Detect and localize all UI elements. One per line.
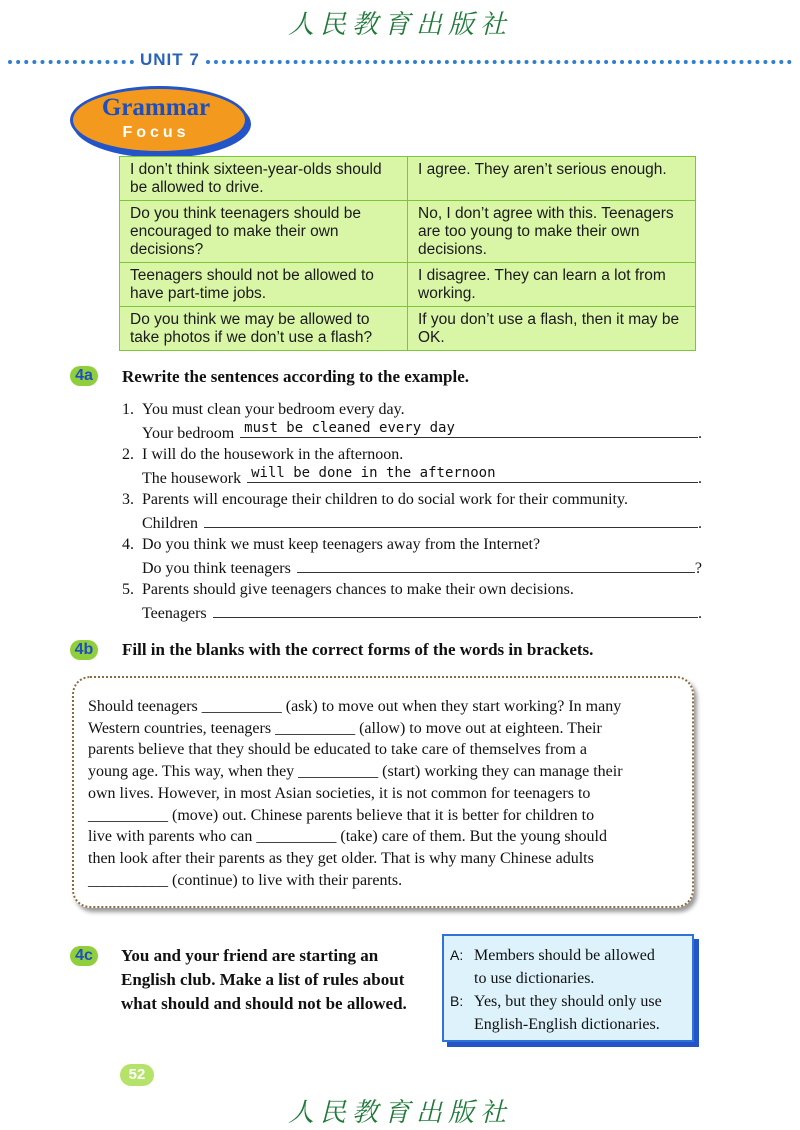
- item-end-punct: .: [698, 424, 702, 442]
- list-item: [122, 579, 702, 624]
- list-item: [122, 444, 702, 489]
- list-item: [122, 399, 702, 444]
- item-prompt: Do you think teenagers: [142, 559, 291, 577]
- item-prompt: The housework: [142, 469, 242, 487]
- table-cell: No, I don’t agree with this. Teenagers are too young to make their own decisions.: [408, 201, 696, 263]
- item-sentence: Do you think we must keep teenagers away from the Internet?: [142, 536, 541, 553]
- passage-line: Should teenagers __________ (ask) to move out when they start working? In many: [88, 698, 622, 715]
- list-item: [122, 489, 702, 534]
- table-row: [120, 307, 696, 351]
- example-dialog-box: [442, 934, 694, 1042]
- dialog-text: to use dictionaries.: [474, 970, 595, 987]
- item-number: 4.: [122, 536, 134, 553]
- table-cell: I agree. They aren’t serious enough.: [408, 157, 696, 201]
- header-dotted-rule-right: [206, 60, 792, 64]
- table-cell: Do you think teenagers should be encouraged to make their own decisions?: [120, 201, 408, 263]
- item-prompt: Teenagers: [142, 604, 207, 622]
- passage-line: then look after their parents as they get older. That is why many Chinese adults: [88, 849, 594, 867]
- answer-blank[interactable]: [213, 601, 698, 618]
- exercise-label-4c: 4c: [70, 946, 98, 966]
- table-row: [120, 263, 696, 307]
- dialog-text: Yes, but they should only use: [474, 993, 662, 1010]
- exercise-4b-passage-box: [72, 676, 694, 908]
- answer-blank[interactable]: [204, 511, 698, 528]
- table-cell: I disagree. They can learn a lot from working.: [408, 263, 696, 307]
- table-cell: Teenagers should not be allowed to have part-time jobs.: [120, 263, 408, 307]
- passage-line: live with parents who can __________ (take) care of them. But the young should: [88, 828, 607, 846]
- item-number: 1.: [122, 401, 134, 418]
- table-row: [120, 157, 696, 201]
- passage-line: __________ (move) out. Chinese parents believe that it is better for children to: [88, 806, 595, 824]
- item-sentence: Parents will encourage their children to do social work for their community.: [142, 491, 628, 508]
- grammar-badge-subtitle: Focus: [122, 124, 190, 141]
- table-cell: If you don’t use a flash, then it may be OK.: [408, 307, 696, 351]
- item-end-punct: ?: [694, 559, 702, 577]
- passage-line: parents believe that they should be educated to take care of themselves from a: [88, 741, 587, 759]
- dialog-text: Members should be allowed: [474, 947, 655, 964]
- passage-line: __________ (continue) to live with their parents.: [88, 871, 403, 889]
- exercise-label-4a: 4a: [70, 366, 98, 386]
- item-end-punct: .: [698, 469, 702, 487]
- grammar-focus-table: [119, 156, 696, 351]
- passage-line: young age. This way, when they __________ (start) working they can manage their: [88, 763, 623, 781]
- item-prompt: Your bedroom: [142, 424, 235, 442]
- unit-heading: UNIT 7: [140, 50, 200, 69]
- answer-blank[interactable]: [297, 556, 695, 573]
- speaker-label: B:: [450, 993, 464, 1009]
- answer-blank[interactable]: [240, 421, 698, 438]
- answer-text: must be cleaned every day: [244, 420, 455, 436]
- passage-line: own lives. However, in most Asian societies, it is not common for teenagers to: [88, 784, 591, 802]
- item-prompt: Children: [142, 514, 198, 532]
- header-dotted-rule-left: [8, 60, 134, 64]
- table-cell: I don’t think sixteen-year-olds should be allowed to drive.: [120, 157, 408, 201]
- dialog-line-b: [450, 990, 686, 1036]
- item-sentence: I will do the housework in the afternoon.: [142, 446, 404, 463]
- exercise-4c-instruction: You and your friend are starting an English club. Make a list of rules about what should and should not be allowed.: [121, 946, 407, 1013]
- list-item: [122, 534, 702, 579]
- table-row: [120, 201, 696, 263]
- item-number: 3.: [122, 491, 134, 508]
- exercise-label-4b: 4b: [70, 640, 98, 660]
- item-number: 2.: [122, 446, 134, 463]
- item-sentence: Parents should give teenagers chances to make their own decisions.: [142, 581, 574, 598]
- item-number: 5.: [122, 581, 134, 598]
- answer-text: will be done in the afternoon: [251, 465, 496, 481]
- grammar-badge-title: Grammar: [101, 94, 211, 121]
- table-cell: Do you think we may be allowed to take photos if we don’t use a flash?: [120, 307, 408, 351]
- passage-line: Western countries, teenagers __________ (allow) to move out at eighteen. Their: [88, 719, 602, 737]
- item-end-punct: .: [698, 514, 702, 532]
- exercise-4a-list: [122, 399, 702, 624]
- dialog-text: English-English dictionaries.: [474, 1016, 660, 1033]
- publisher-watermark-top: 人民教育出版社: [287, 10, 512, 40]
- exercise-4b-instruction: Fill in the blanks with the correct forms of the words in brackets.: [122, 640, 594, 659]
- item-sentence: You must clean your bedroom every day.: [142, 401, 405, 418]
- dialog-line-a: [450, 944, 686, 990]
- item-end-punct: .: [698, 604, 702, 622]
- speaker-label: A:: [450, 947, 464, 963]
- exercise-4a-instruction: Rewrite the sentences according to the example.: [122, 367, 469, 386]
- page-number: 52: [120, 1064, 154, 1086]
- answer-blank[interactable]: [247, 466, 698, 483]
- publisher-watermark-bottom: 人民教育出版社: [287, 1098, 512, 1128]
